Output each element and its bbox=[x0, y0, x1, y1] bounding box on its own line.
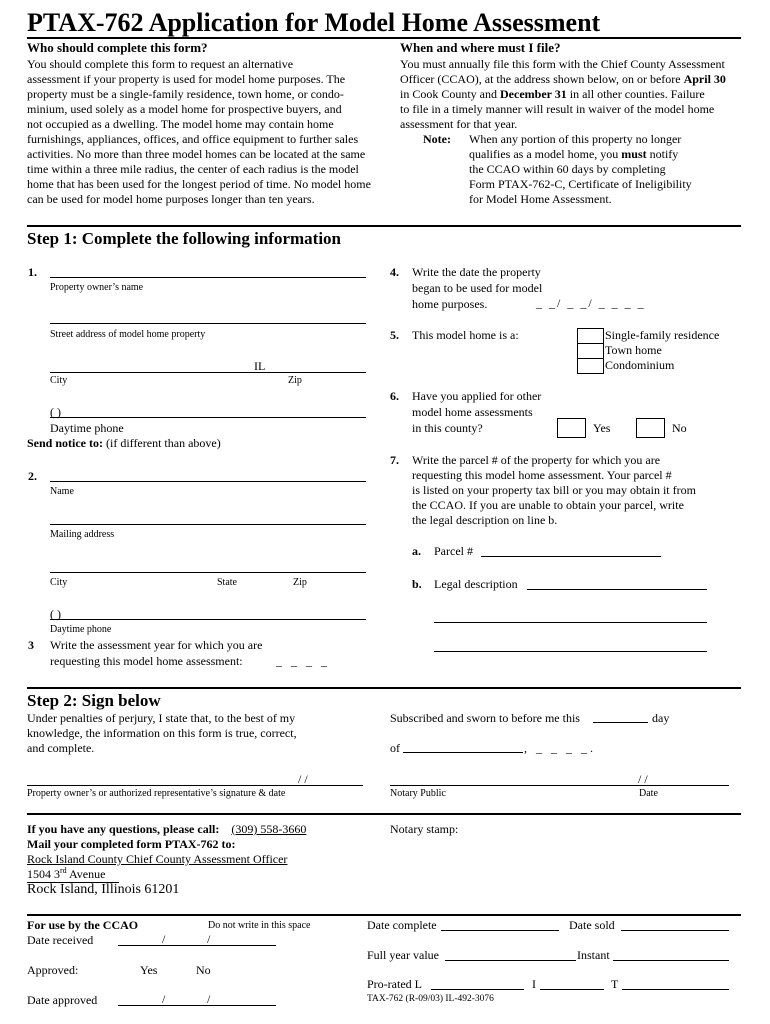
model-home-start-date-field[interactable]: _ _/ _ _/ _ _ _ _ bbox=[536, 296, 646, 310]
sworn-month-field[interactable] bbox=[403, 752, 523, 753]
q7-line: requesting this model home assessment. Your parcel # bbox=[412, 468, 672, 482]
full-year-value-field[interactable] bbox=[445, 960, 576, 961]
date-received-label: Date received bbox=[27, 933, 94, 947]
signature-date-slashes: / / bbox=[298, 772, 308, 786]
perjury-line: Under penalties of perjury, I state that, to the best of my bbox=[27, 711, 296, 725]
owner-signature-label: Property owner’s or authorized representative’s signature & date bbox=[27, 788, 286, 799]
q6-line1: Have you applied for other bbox=[412, 389, 542, 403]
daytime-phone-label: Daytime phone bbox=[50, 421, 124, 435]
notice-name-label: Name bbox=[50, 486, 74, 497]
date-approved-slash2: / bbox=[207, 992, 211, 1006]
notice-phone-area-code: ( ) bbox=[50, 607, 61, 621]
date-sold-label: Date sold bbox=[569, 918, 615, 932]
owner-name-field[interactable] bbox=[50, 277, 366, 278]
when-line: to file in a timely manner will result in waiver of the model home bbox=[400, 102, 715, 116]
who-line: not occupied as a dwelling. The model home may contain home bbox=[27, 117, 334, 131]
single-family-label: Single-family residence bbox=[605, 328, 720, 342]
parcel-number-field[interactable] bbox=[481, 556, 661, 557]
date-received-slash1: / bbox=[162, 932, 166, 946]
approved-no[interactable]: No bbox=[196, 963, 211, 977]
parcel-label: Parcel # bbox=[434, 544, 473, 558]
step1-heading: Step 1: Complete the following information bbox=[27, 229, 342, 248]
notice-zip-label: Zip bbox=[293, 577, 307, 588]
do-not-write-note: Do not write in this space bbox=[208, 920, 311, 931]
notary-date-label: Date bbox=[639, 788, 658, 799]
date-complete-label: Date complete bbox=[367, 918, 437, 932]
q7-line: the legal description on line b. bbox=[412, 513, 558, 527]
date-received-field[interactable] bbox=[118, 945, 276, 946]
condominium-label: Condominium bbox=[605, 358, 675, 372]
contact-rule bbox=[27, 813, 741, 815]
who-line: furnishings, appliances, offices, and office equipment to further sales bbox=[27, 132, 359, 146]
who-line: home that has been used for the longest period of time. No model home bbox=[27, 177, 371, 191]
q5-question: This model home is a: bbox=[412, 328, 519, 342]
note-line: Form PTAX-762-C, Certificate of Ineligibility bbox=[469, 177, 692, 191]
when-line: You must annually file this form with the Chief County Assessment bbox=[400, 57, 725, 71]
ccao-section-rule bbox=[27, 914, 741, 916]
q6-line2: model home assessments bbox=[412, 405, 533, 419]
title-rule bbox=[27, 37, 741, 39]
who-line: assessment if your property is used for model home purposes. The bbox=[27, 72, 346, 86]
state-il: IL bbox=[254, 359, 266, 373]
form-id: TAX-762 (R-09/03) IL-492-3076 bbox=[367, 994, 494, 1004]
prorated-i-field[interactable] bbox=[540, 989, 604, 990]
street-address-label: Street address of model home property bbox=[50, 329, 206, 340]
ccao-office-name: Rock Island County Chief County Assessment Officer bbox=[27, 852, 288, 866]
prorated-i-label: I bbox=[532, 977, 536, 991]
owner-signature-field[interactable] bbox=[27, 785, 363, 786]
legal-description-line3[interactable] bbox=[434, 651, 707, 652]
who-paragraph bbox=[27, 57, 371, 207]
sworn-text-a: Subscribed and sworn to before me this bbox=[390, 711, 580, 725]
legal-description-line2[interactable] bbox=[434, 622, 707, 623]
when-line: assessment for that year. bbox=[400, 117, 518, 131]
prorated-label: Pro-rated L bbox=[367, 977, 422, 991]
q4-line3: home purposes. bbox=[412, 297, 488, 311]
q6-yes-label: Yes bbox=[593, 421, 611, 435]
sworn-day-field[interactable] bbox=[593, 722, 648, 723]
q7-line: the CCAO. If you are unable to obtain your parcel, write bbox=[412, 498, 684, 512]
page-title: PTAX-762 Application for Model Home Assessment bbox=[27, 8, 601, 37]
prorated-t-field[interactable] bbox=[622, 989, 729, 990]
mailing-address-field[interactable] bbox=[50, 524, 366, 525]
q2-number: 2. bbox=[28, 469, 37, 483]
town-home-checkbox[interactable] bbox=[577, 343, 604, 359]
when-paragraph bbox=[400, 57, 726, 132]
notice-state-label: State bbox=[217, 577, 237, 588]
who-line: time within a three mile radius, the center of each radius is the model bbox=[27, 162, 359, 176]
who-line: You should complete this form to request an alternative bbox=[27, 57, 294, 71]
date-received-slash2: / bbox=[207, 932, 211, 946]
date-complete-field[interactable] bbox=[441, 930, 559, 931]
city-label: City bbox=[50, 375, 68, 386]
daytime-phone-field[interactable] bbox=[50, 417, 366, 418]
full-year-value-label: Full year value bbox=[367, 948, 439, 962]
q7-line: is listed on your property tax bill or you may obtain it from bbox=[412, 483, 696, 497]
step2-rule bbox=[27, 687, 741, 689]
sworn-year-field[interactable]: , _ _ _ _. bbox=[524, 741, 596, 755]
notary-signature-field[interactable] bbox=[390, 785, 729, 786]
note-line: for Model Home Assessment. bbox=[469, 192, 612, 206]
note-paragraph bbox=[469, 132, 692, 207]
when-heading: When and where must I file? bbox=[400, 40, 561, 55]
when-line: Officer (CCAO), at the address shown below, on or before April 30 bbox=[400, 72, 726, 86]
note-line: the CCAO within 60 days by completing bbox=[469, 162, 666, 176]
q3-line2: requesting this model home assessment: bbox=[50, 654, 243, 668]
instant-label: Instant bbox=[577, 948, 610, 962]
instant-field[interactable] bbox=[613, 960, 729, 961]
q7-line: Write the parcel # of the property for which you are bbox=[412, 453, 661, 467]
q7a-label: a. bbox=[412, 544, 421, 558]
zip-label: Zip bbox=[288, 375, 302, 386]
step1-rule bbox=[27, 225, 741, 227]
note-line: When any portion of this property no longer bbox=[469, 132, 682, 146]
q1-number: 1. bbox=[28, 265, 37, 279]
questions-line: If you have any questions, please call: (309) 558-3660 bbox=[27, 822, 307, 836]
mail-to-heading: Mail your completed form PTAX-762 to: bbox=[27, 837, 236, 851]
q7-number: 7. bbox=[390, 453, 399, 467]
ccao-heading: For use by the CCAO bbox=[27, 918, 139, 932]
step2-heading: Step 2: Sign below bbox=[27, 691, 161, 710]
notice-phone-field[interactable] bbox=[50, 619, 366, 620]
who-heading: Who should complete this form? bbox=[27, 40, 208, 55]
who-line: property must be a single-family residence, town home, or condo- bbox=[27, 87, 344, 101]
q6-line3: in this county? bbox=[412, 421, 483, 435]
perjury-line: and complete. bbox=[27, 741, 95, 755]
q4-line2: began to be used for model bbox=[412, 281, 543, 295]
q5-number: 5. bbox=[390, 328, 399, 342]
approved-label: Approved: bbox=[27, 963, 79, 977]
who-line: minium, used solely as a model home for prospective buyers, and bbox=[27, 102, 342, 116]
prorated-t-label: T bbox=[611, 977, 619, 991]
notice-phone-label: Daytime phone bbox=[50, 624, 112, 635]
date-approved-field[interactable] bbox=[118, 1005, 276, 1006]
assessment-year-field[interactable]: _ _ _ _ bbox=[276, 654, 330, 668]
q3-number: 3 bbox=[28, 638, 34, 652]
sworn-text-b: day bbox=[652, 711, 670, 725]
date-approved-slash1: / bbox=[162, 992, 166, 1006]
single-family-checkbox[interactable] bbox=[577, 328, 604, 344]
q3-line1: Write the assessment year for which you are bbox=[50, 638, 263, 652]
when-line: in Cook County and December 31 in all other counties. Failure bbox=[400, 87, 705, 101]
notice-name-field[interactable] bbox=[50, 481, 366, 482]
q6-number: 6. bbox=[390, 389, 399, 403]
q6-no-label: No bbox=[672, 421, 687, 435]
prorated-l-field[interactable] bbox=[431, 989, 524, 990]
street-address-field[interactable] bbox=[50, 323, 366, 324]
date-sold-field[interactable] bbox=[621, 930, 729, 931]
notice-city-state-zip-field[interactable] bbox=[50, 572, 366, 573]
perjury-statement bbox=[27, 711, 297, 756]
owner-name-label: Property owner’s name bbox=[50, 282, 144, 293]
q6-no-checkbox[interactable] bbox=[636, 418, 665, 438]
ccao-phone: (309) 558-3660 bbox=[231, 822, 307, 836]
phone-area-code: ( ) bbox=[50, 405, 61, 419]
legal-description-label: Legal description bbox=[434, 577, 518, 591]
ccao-street-address: 1504 3rd Avenue bbox=[27, 866, 119, 883]
q4-number: 4. bbox=[390, 265, 399, 279]
of-label: of bbox=[390, 741, 400, 755]
approved-yes[interactable]: Yes bbox=[140, 963, 158, 977]
mailing-address-label: Mailing address bbox=[50, 529, 115, 540]
town-home-label: Town home bbox=[605, 343, 662, 357]
date-approved-label: Date approved bbox=[27, 993, 98, 1007]
q6-yes-checkbox[interactable] bbox=[557, 418, 586, 438]
notice-city-label: City bbox=[50, 577, 68, 588]
condominium-checkbox[interactable] bbox=[577, 358, 604, 374]
ccao-city-line: Rock Island, Illinois 61201 bbox=[27, 882, 180, 897]
send-notice-label: Send notice to: (if different than above) bbox=[27, 436, 221, 450]
note-label: Note: bbox=[423, 132, 451, 146]
notary-date-slashes: / / bbox=[638, 772, 648, 786]
q7-paragraph bbox=[412, 453, 696, 528]
city-zip-field[interactable] bbox=[50, 372, 366, 373]
q4-line1: Write the date the property bbox=[412, 265, 541, 279]
perjury-line: knowledge, the information on this form is true, correct, bbox=[27, 726, 297, 740]
who-line: can be used for model home purposes longer than ten years. bbox=[27, 192, 315, 206]
q7b-label: b. bbox=[412, 577, 422, 591]
notary-public-label: Notary Public bbox=[390, 788, 446, 799]
who-line: activities. No more than three model homes can be located at the same bbox=[27, 147, 366, 161]
legal-description-field[interactable] bbox=[527, 589, 707, 590]
note-line: qualifies as a model home, you must notify bbox=[469, 147, 679, 161]
notary-stamp-label: Notary stamp: bbox=[390, 822, 459, 836]
